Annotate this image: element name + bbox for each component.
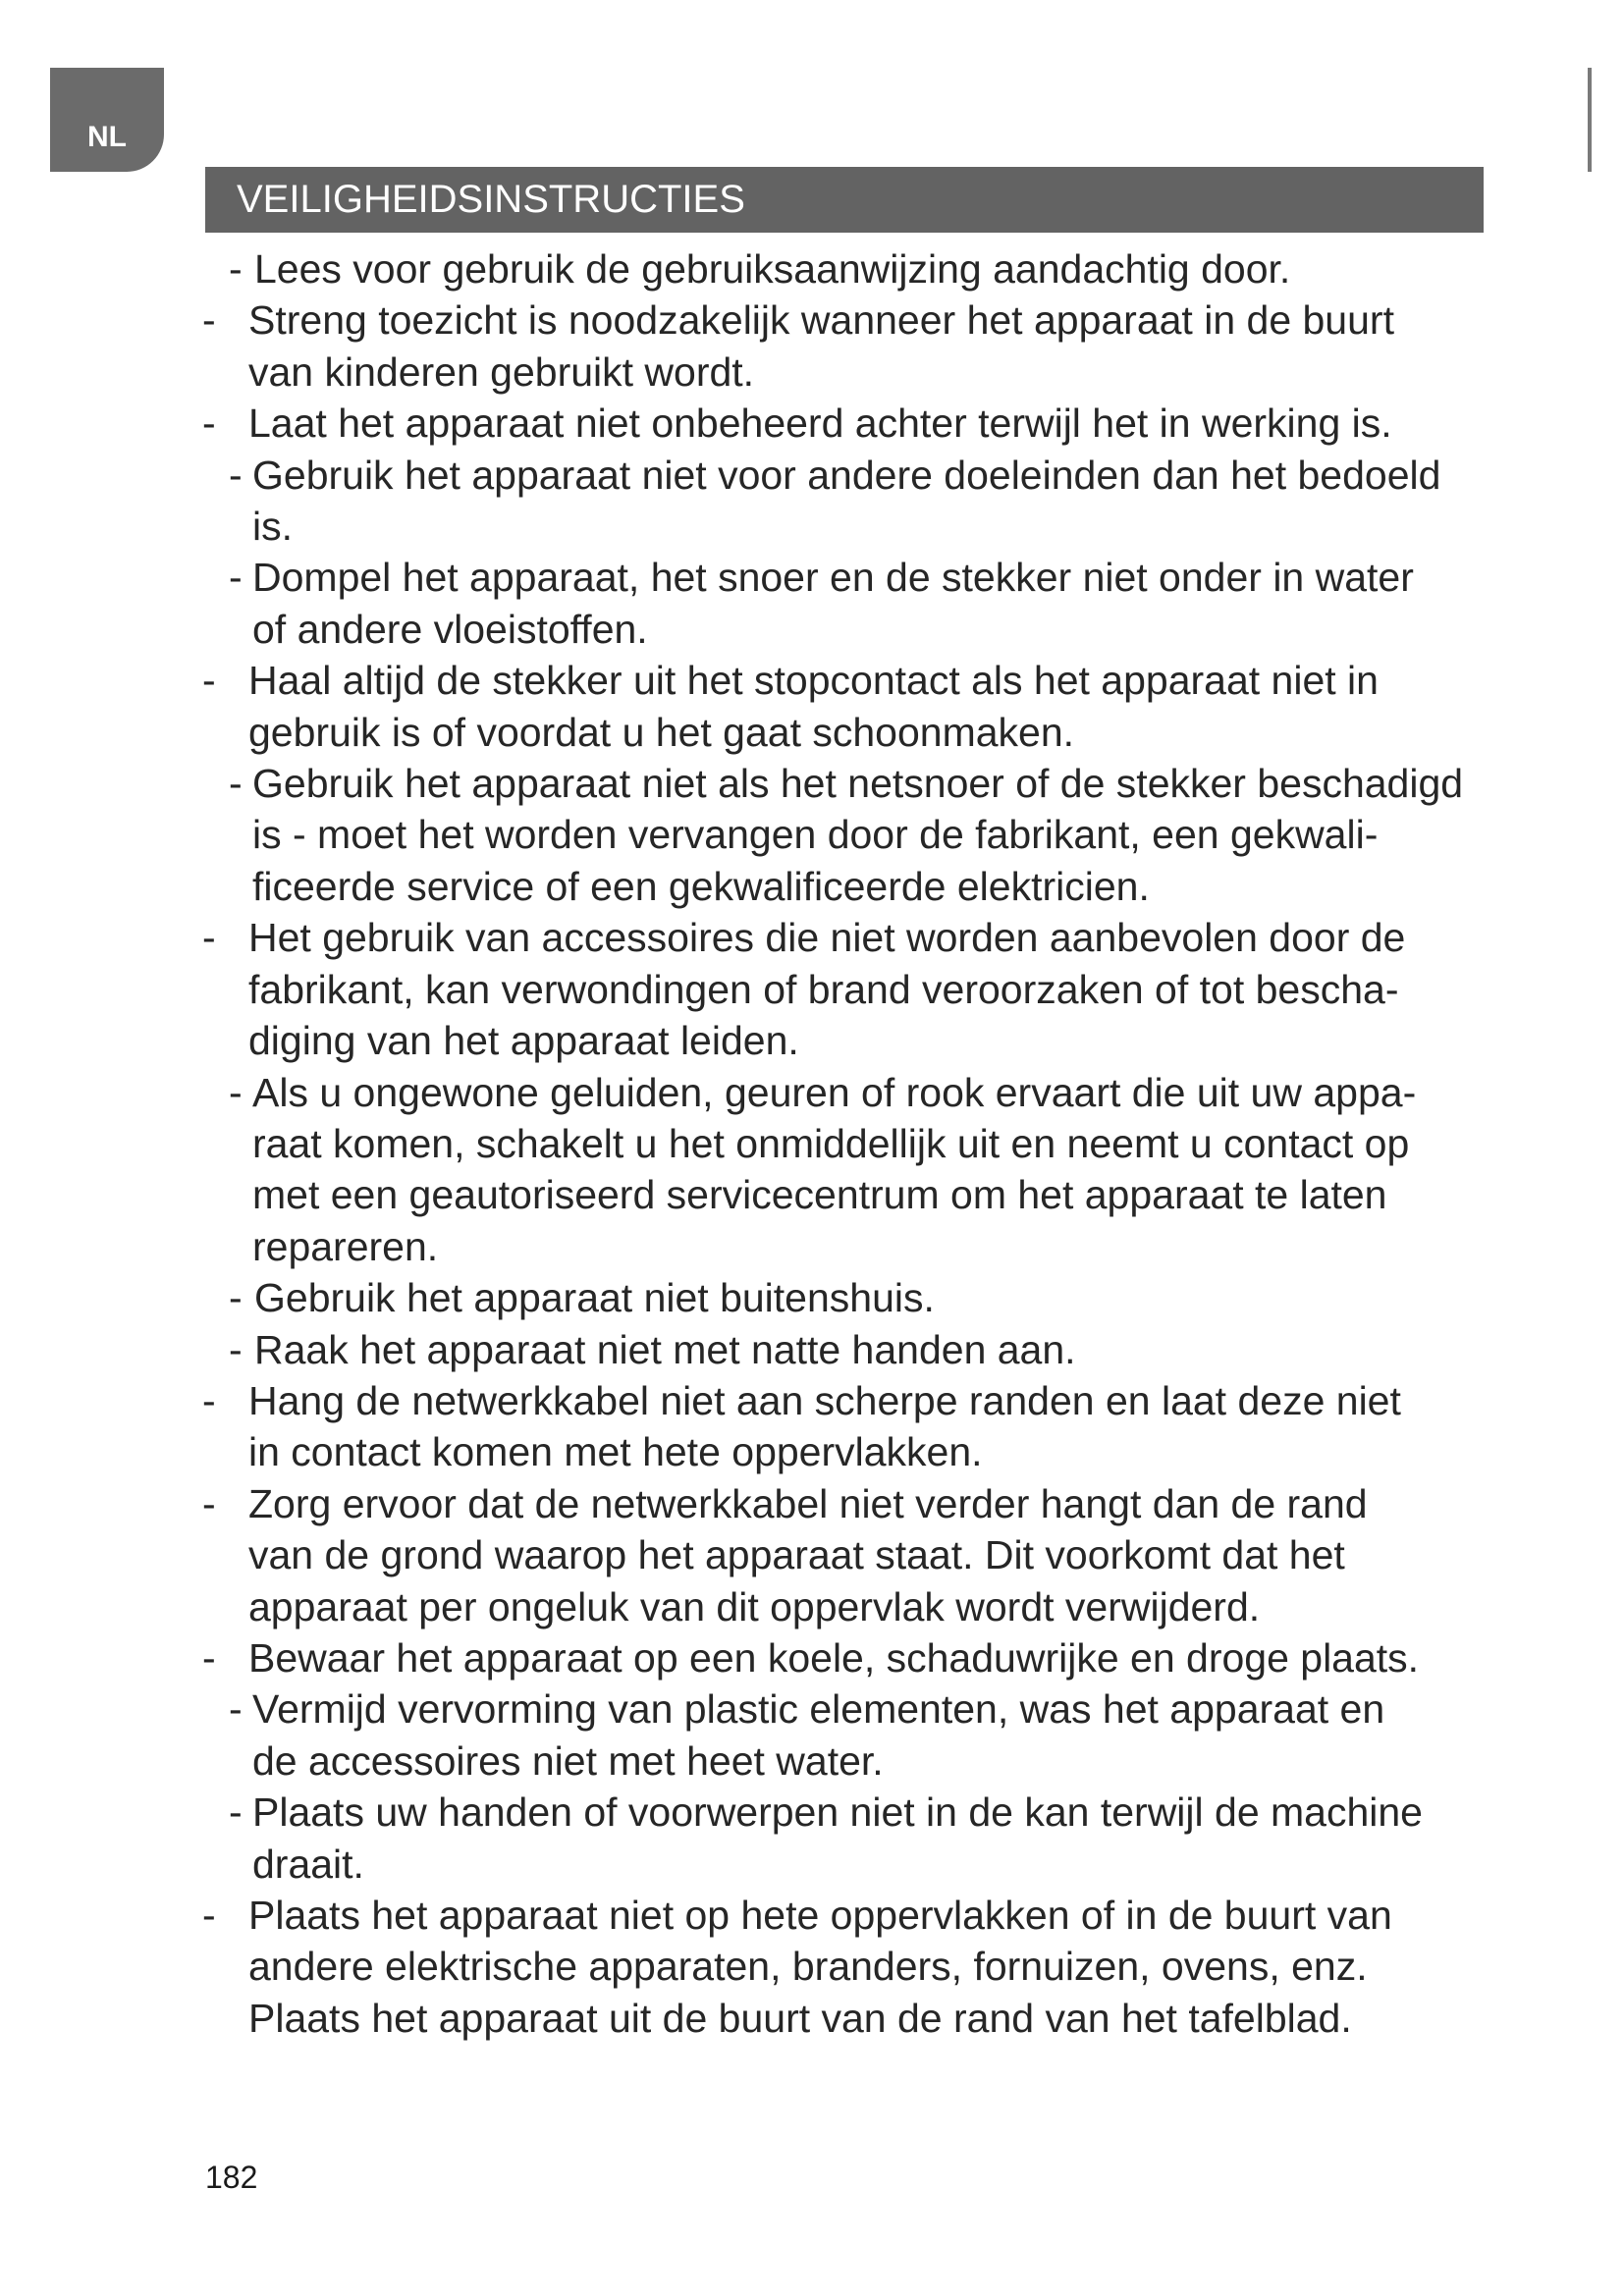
bullet-dash: - (229, 246, 243, 292)
instruction-line: Het gebruik van accessoires die niet worden aanbevolen door de (248, 915, 1406, 961)
instruction-item (202, 398, 1538, 449)
language-tab (50, 68, 164, 172)
instruction-item (202, 1787, 1538, 1890)
instruction-text (248, 294, 1394, 398)
section-header (205, 167, 1484, 233)
bullet-dash: - (229, 452, 243, 498)
instruction-item (202, 1632, 1538, 1683)
instruction-item (202, 1890, 1538, 2044)
bullet-dash: - (229, 555, 243, 601)
bullet-dash: - (202, 1480, 216, 1526)
instruction-text (248, 1890, 1392, 2044)
instruction-line: Lees voor gebruik de gebruiksaanwijzing aandachtig door. (254, 246, 1291, 292)
bullet-dash: - (229, 1686, 243, 1733)
instruction-line: Gebruik het apparaat niet als het netsnoer of de stekker beschadigd (252, 761, 1464, 807)
instruction-text (248, 1375, 1401, 1478)
instruction-text (252, 758, 1463, 912)
bullet-dash: - (202, 658, 216, 704)
instruction-item (202, 294, 1538, 398)
instruction-line: van kinderen gebruikt wordt. (248, 348, 755, 395)
instruction-text (252, 1067, 1416, 1273)
instruction-line: andere elektrische apparaten, branders, fornuizen, ovens, enz. (248, 1944, 1368, 1990)
instruction-item (202, 243, 1538, 294)
instruction-line: draait. (252, 1841, 364, 1887)
instruction-text (254, 1324, 1076, 1375)
instruction-line: Laat het apparaat niet onbeheerd achter terwijl het in werking is. (248, 400, 1392, 447)
instruction-line: ficeerde service of een gekwalificeerde elektricien. (252, 863, 1150, 909)
instruction-line: repareren. (252, 1223, 439, 1269)
instruction-line: in contact komen met hete oppervlakken. (248, 1429, 983, 1475)
instruction-text (254, 243, 1290, 294)
instruction-item (202, 1324, 1538, 1375)
instruction-line: Vermijd vervorming van plastic elementen, was het apparaat en (252, 1686, 1385, 1733)
instruction-line: apparaat per ongeluk van dit oppervlak wordt verwijderd. (248, 1583, 1261, 1629)
instruction-line: Zorg ervoor dat de netwerkkabel niet verder hangt dan de rand (248, 1480, 1368, 1526)
instruction-line: Dompel het apparaat, het snoer en de stekker niet onder in water (252, 555, 1414, 601)
bullet-dash: - (202, 915, 216, 961)
instruction-line: Gebruik het apparaat niet voor andere doeleinden dan het bedoeld (252, 452, 1441, 498)
language-label: NL (87, 121, 127, 153)
instruction-text (248, 1632, 1419, 1683)
instruction-line: is - moet het worden vervangen door de fabrikant, een gekwali- (252, 812, 1379, 858)
instruction-line: Haal altijd de stekker uit het stopcontact als het apparaat niet in (248, 658, 1379, 704)
instruction-line: diging van het apparaat leiden. (248, 1018, 799, 1064)
instruction-item (202, 1272, 1538, 1323)
instruction-item (202, 1067, 1538, 1273)
instruction-line: de accessoires niet met heet water. (252, 1737, 884, 1784)
instruction-text (252, 1683, 1384, 1787)
instruction-item (202, 1683, 1538, 1787)
instruction-line: Plaats het apparaat niet op hete oppervlakken of in de buurt van (248, 1893, 1392, 1938)
page-edge-marker (1588, 68, 1592, 172)
instruction-line: gebruik is of voordat u het gaat schoonmaken. (248, 709, 1075, 755)
instruction-line: Hang de netwerkkabel niet aan scherpe randen en laat deze niet (248, 1377, 1401, 1423)
instruction-line: Bewaar het apparaat op een koele, schaduwrijke en droge plaats. (248, 1634, 1420, 1681)
instruction-line: raat komen, schakelt u het onmiddellijk uit en neemt u contact op (252, 1120, 1410, 1166)
instruction-line: Raak het apparaat niet met natte handen aan. (254, 1326, 1076, 1372)
bullet-dash: - (229, 1789, 243, 1836)
bullet-dash: - (202, 400, 216, 447)
bullet-dash: - (229, 1275, 243, 1321)
instruction-line: met een geautoriseerd servicecentrum om het apparaat te laten (252, 1172, 1387, 1218)
instruction-item (202, 912, 1538, 1066)
instruction-item (202, 758, 1538, 912)
instruction-line: Streng toezicht is noodzakelijk wanneer het apparaat in de buurt (248, 297, 1394, 344)
page-number: 182 (205, 2160, 258, 2195)
instruction-item (202, 655, 1538, 758)
instruction-line: Gebruik het apparaat niet buitenshuis. (254, 1275, 935, 1321)
instruction-line: Plaats het apparaat uit de buurt van de rand van het tafelblad. (248, 1995, 1352, 2041)
bullet-dash: - (202, 1377, 216, 1423)
instruction-line: Plaats uw handen of voorwerpen niet in de kan terwijl de machine (252, 1789, 1423, 1836)
bullet-dash: - (229, 761, 243, 807)
instruction-item (202, 552, 1538, 655)
instruction-line: is. (252, 504, 293, 550)
instruction-item (202, 1375, 1538, 1478)
instruction-text (248, 398, 1392, 449)
bullet-dash: - (202, 1634, 216, 1681)
instruction-text (252, 450, 1440, 553)
bullet-dash: - (229, 1069, 243, 1115)
safety-instructions-list (202, 243, 1538, 2044)
instruction-text (252, 552, 1414, 655)
instruction-item (202, 450, 1538, 553)
bullet-dash: - (229, 1326, 243, 1372)
instruction-line: Als u ongewone geluiden, geuren of rook ervaart die uit uw appa- (252, 1069, 1417, 1115)
instruction-line: of andere vloeistoffen. (252, 606, 648, 652)
instruction-line: fabrikant, kan verwondingen of brand veroorzaken of tot bescha- (248, 966, 1399, 1012)
instruction-line: van de grond waarop het apparaat staat. Dit voorkomt dat het (248, 1532, 1345, 1578)
bullet-dash: - (202, 297, 216, 344)
instruction-text (254, 1272, 935, 1323)
instruction-item (202, 1478, 1538, 1632)
section-title: VEILIGHEIDSINSTRUCTIES (237, 178, 745, 221)
instruction-text (248, 655, 1379, 758)
bullet-dash: - (202, 1893, 216, 1938)
instruction-text (248, 1478, 1368, 1632)
instruction-text (252, 1787, 1423, 1890)
instruction-text (248, 912, 1405, 1066)
